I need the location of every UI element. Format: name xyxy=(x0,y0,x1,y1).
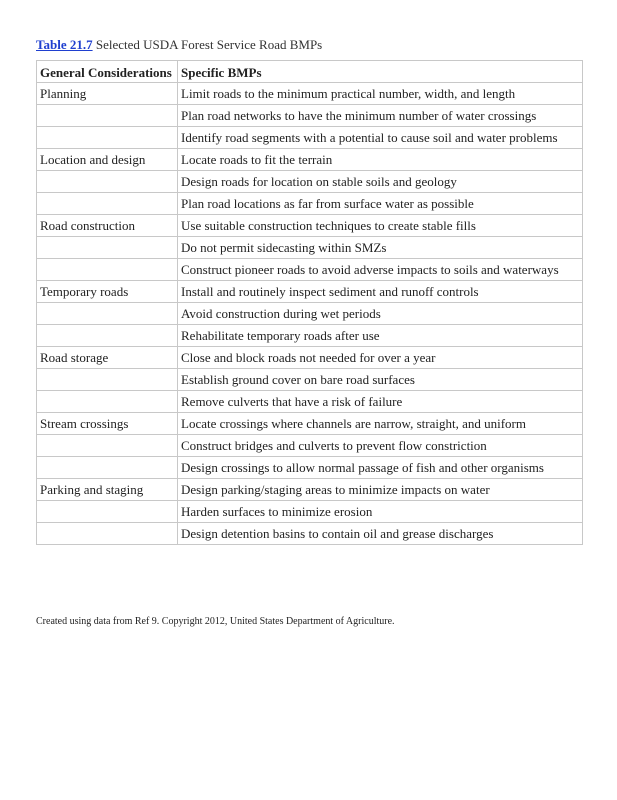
table-row xyxy=(37,105,583,127)
header-general-considerations: General Considerations xyxy=(37,61,178,83)
bmp-table xyxy=(36,60,583,545)
specific-bmp-cell: Plan road networks to have the minimum number of water crossings xyxy=(178,105,583,127)
general-consideration-cell xyxy=(37,237,178,259)
table-row xyxy=(37,171,583,193)
specific-bmp-cell: Harden surfaces to minimize erosion xyxy=(178,501,583,523)
table-footnote: Created using data from Ref 9. Copyright 2012, United States Department of Agriculture. xyxy=(36,616,395,627)
specific-bmp-cell: Rehabilitate temporary roads after use xyxy=(178,325,583,347)
general-consideration-cell: Stream crossings xyxy=(37,413,178,435)
general-consideration-cell xyxy=(37,259,178,281)
general-consideration-cell xyxy=(37,105,178,127)
specific-bmp-cell: Construct pioneer roads to avoid adverse impacts to soils and waterways xyxy=(178,259,583,281)
table-row xyxy=(37,303,583,325)
specific-bmp-cell: Locate crossings where channels are narrow, straight, and uniform xyxy=(178,413,583,435)
table-row xyxy=(37,149,583,171)
table-row xyxy=(37,413,583,435)
general-consideration-cell: Planning xyxy=(37,83,178,105)
specific-bmp-cell: Construct bridges and culverts to prevent flow constriction xyxy=(178,435,583,457)
general-consideration-cell xyxy=(37,391,178,413)
specific-bmp-cell: Do not permit sidecasting within SMZs xyxy=(178,237,583,259)
table-row xyxy=(37,523,583,545)
header-specific-bmps: Specific BMPs xyxy=(178,61,583,83)
specific-bmp-cell: Install and routinely inspect sediment and runoff controls xyxy=(178,281,583,303)
table-caption xyxy=(36,37,322,53)
specific-bmp-cell: Avoid construction during wet periods xyxy=(178,303,583,325)
table-row xyxy=(37,281,583,303)
table-row xyxy=(37,369,583,391)
general-consideration-cell xyxy=(37,523,178,545)
general-consideration-cell xyxy=(37,325,178,347)
specific-bmp-cell: Design crossings to allow normal passage of fish and other organisms xyxy=(178,457,583,479)
general-consideration-cell: Parking and staging xyxy=(37,479,178,501)
general-consideration-cell xyxy=(37,457,178,479)
table-header-row xyxy=(37,61,583,83)
table-row xyxy=(37,259,583,281)
specific-bmp-cell: Close and block roads not needed for over a year xyxy=(178,347,583,369)
table-row xyxy=(37,347,583,369)
specific-bmp-cell: Plan road locations as far from surface water as possible xyxy=(178,193,583,215)
table-row xyxy=(37,83,583,105)
general-consideration-cell xyxy=(37,369,178,391)
general-consideration-cell: Temporary roads xyxy=(37,281,178,303)
specific-bmp-cell: Design detention basins to contain oil and grease discharges xyxy=(178,523,583,545)
table-row xyxy=(37,325,583,347)
general-consideration-cell xyxy=(37,193,178,215)
table-row xyxy=(37,391,583,413)
general-consideration-cell xyxy=(37,127,178,149)
table-row xyxy=(37,193,583,215)
table-row xyxy=(37,127,583,149)
general-consideration-cell xyxy=(37,435,178,457)
specific-bmp-cell: Design roads for location on stable soils and geology xyxy=(178,171,583,193)
specific-bmp-cell: Locate roads to fit the terrain xyxy=(178,149,583,171)
table-row xyxy=(37,215,583,237)
specific-bmp-cell: Identify road segments with a potential to cause soil and water problems xyxy=(178,127,583,149)
general-consideration-cell xyxy=(37,303,178,325)
table-row xyxy=(37,479,583,501)
table-row xyxy=(37,457,583,479)
general-consideration-cell: Road construction xyxy=(37,215,178,237)
specific-bmp-cell: Establish ground cover on bare road surfaces xyxy=(178,369,583,391)
specific-bmp-cell: Limit roads to the minimum practical number, width, and length xyxy=(178,83,583,105)
table-label-link[interactable]: Table 21.7 xyxy=(36,37,93,52)
table-row xyxy=(37,501,583,523)
table-title: Selected USDA Forest Service Road BMPs xyxy=(95,37,323,52)
general-consideration-cell xyxy=(37,501,178,523)
general-consideration-cell: Location and design xyxy=(37,149,178,171)
specific-bmp-cell: Remove culverts that have a risk of failure xyxy=(178,391,583,413)
table-row xyxy=(37,435,583,457)
general-consideration-cell: Road storage xyxy=(37,347,178,369)
specific-bmp-cell: Use suitable construction techniques to create stable fills xyxy=(178,215,583,237)
general-consideration-cell xyxy=(37,171,178,193)
specific-bmp-cell: Design parking/staging areas to minimize impacts on water xyxy=(178,479,583,501)
table-row xyxy=(37,237,583,259)
table-body xyxy=(37,83,583,545)
